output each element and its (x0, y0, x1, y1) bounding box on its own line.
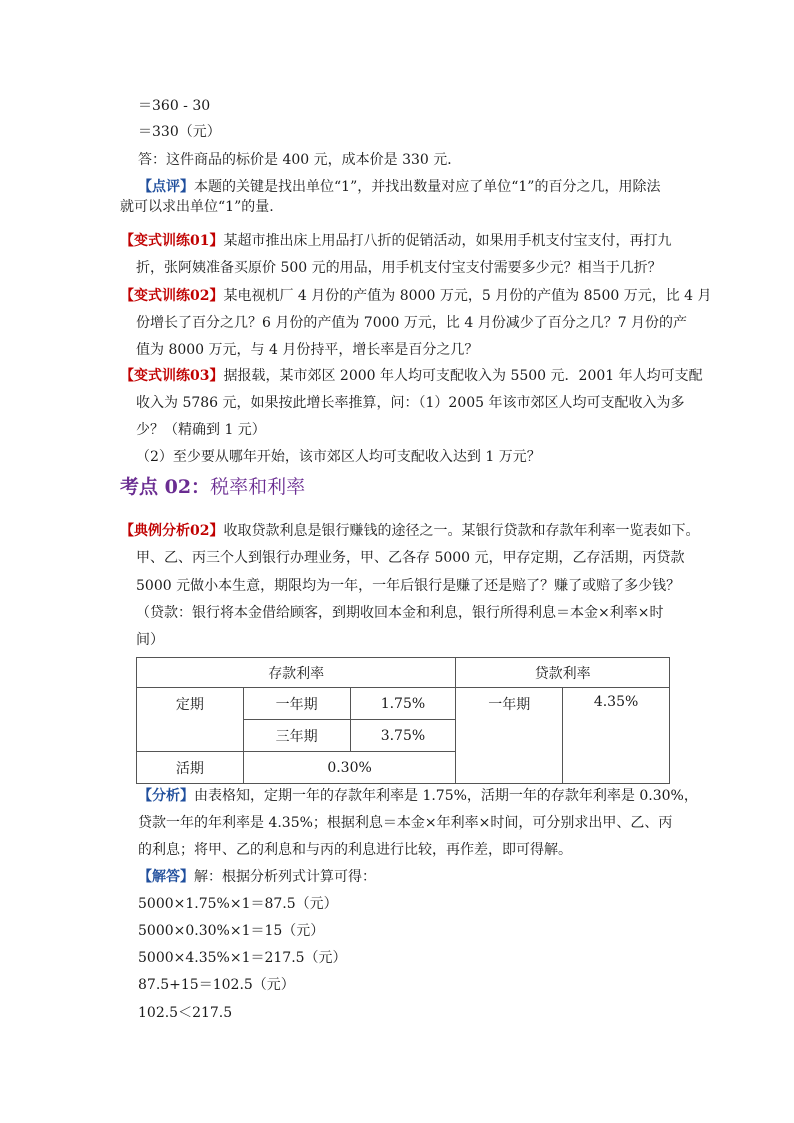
exercise-text: 某电视机厂 4 月份的产值为 8000 万元，5 月份的产值为 8500 万元，比 4 月 (223, 288, 712, 304)
example-line (120, 521, 699, 541)
one-year-rate: 1.75% (350, 688, 456, 720)
analysis-tag: 【分析】 (138, 788, 194, 804)
exercise-01 (120, 231, 671, 251)
section-heading (120, 474, 305, 500)
exercise-text: 收入为 5786 元，如果按此增长率推算，问：（1）2005 年该市郊区人均可支配收入为多 (136, 395, 685, 411)
comment-line (138, 177, 660, 197)
exercise-text: （2）至少要从哪年开始，该市郊区人均可支配收入达到 1 万元？ (136, 449, 541, 465)
analysis-text: 贷款一年的年利率是 4.35%；根据利息＝本金×年利率×时间，可分别求出甲、乙、丙 (138, 815, 673, 831)
answer-calc: 102.5＜217.5 (138, 1005, 233, 1021)
comment-line: 就可以求出单位“1”的量. (120, 199, 274, 215)
three-year-label: 三年期 (243, 720, 350, 752)
answer-line: 答：这件商品的标价是 400 元，成本价是 330 元． (138, 152, 462, 168)
example-tag: 【典例分析02】 (120, 523, 224, 539)
comment-text: 本题的关键是找出单位“1”，并找出数量对应了单位“1”的百分之几，用除法 (194, 179, 661, 195)
example-text: 5000 元做小本生意，期限均为一年，一年后银行是赚了还是赔了？赚了或赔了多少钱？ (136, 578, 681, 594)
answer-calc: 5000×0.30%×1＝15（元） (138, 923, 325, 939)
exercise-tag: 【变式训练03】 (120, 368, 224, 384)
three-year-rate: 3.75% (350, 720, 456, 752)
exercise-text: 折，张阿姨准备买原价 500 元的用品，用手机支付宝支付需要多少元？相当于几折？ (136, 260, 662, 276)
loan-one-year-label: 一年期 (456, 688, 563, 784)
calc-line: ＝360 - 30 (138, 98, 211, 114)
demand-rate: 0.30% (243, 752, 456, 784)
exercise-text: 少？（精确到 1 元） (136, 422, 266, 438)
exercise-tag: 【变式训练01】 (120, 233, 224, 249)
loan-rate-header: 贷款利率 (456, 658, 670, 688)
answer-intro: 解：根据分析列式计算可得： (194, 869, 376, 885)
demand-label: 活期 (137, 752, 244, 784)
answer-tag: 【解答】 (138, 869, 194, 885)
exercise-03 (120, 366, 703, 386)
comment-tag: 【点评】 (138, 179, 194, 195)
example-text: 收取贷款利息是银行赚钱的途径之一。某银行贷款和存款年利率一览表如下。 (223, 523, 700, 539)
exercise-text: 值为 8000 万元，与 4 月份持平，增长率是百分之几？ (136, 342, 479, 358)
section-prefix: 考点 02： (120, 476, 211, 498)
loan-one-year-rate: 4.35% (563, 688, 670, 784)
exercise-text: 某超市推出床上用品打八折的促销活动，如果用手机支付宝支付，再打九 (223, 233, 672, 249)
analysis-text: 由表格知，定期一年的存款年利率是 1.75%，活期一年的存款年利率是 0.30%， (194, 788, 698, 804)
example-text: 间） (136, 632, 164, 648)
answer-calc: 5000×1.75%×1＝87.5（元） (138, 896, 338, 912)
one-year-label: 一年期 (243, 688, 350, 720)
answer-header (138, 867, 376, 887)
section-title: 税率和利率 (210, 476, 306, 498)
fixed-term-label: 定期 (137, 688, 244, 752)
calc-line: ＝330（元） (138, 124, 221, 140)
example-text: 甲、乙、丙三个人到银行办理业务，甲、乙各存 5000 元，甲存定期，乙存活期，丙贷款 (136, 550, 685, 566)
answer-calc: 5000×4.35%×1＝217.5（元） (138, 950, 347, 966)
exercise-text: 据报载，某市郊区 2000 年人均可支配收入为 5500 元．2001 年人均可支配 (223, 368, 703, 384)
rates-table (136, 657, 670, 784)
analysis-line (138, 786, 698, 806)
exercise-tag: 【变式训练02】 (120, 288, 224, 304)
exercise-text: 份增长了百分之几？6 月份的产值为 7000 万元，比 4 月份减少了百分之几？7 月份的产 (136, 315, 688, 331)
analysis-text: 的利息；将甲、乙的利息和与丙的利息进行比较，再作差，即可得解。 (138, 842, 572, 858)
example-text: （贷款：银行将本金借给顾客，到期收回本金和利息，银行所得利息＝本金×利率×时 (136, 605, 664, 621)
deposit-rate-header: 存款利率 (137, 658, 456, 688)
exercise-02 (120, 286, 712, 306)
answer-calc: 87.5+15＝102.5（元） (138, 977, 295, 993)
